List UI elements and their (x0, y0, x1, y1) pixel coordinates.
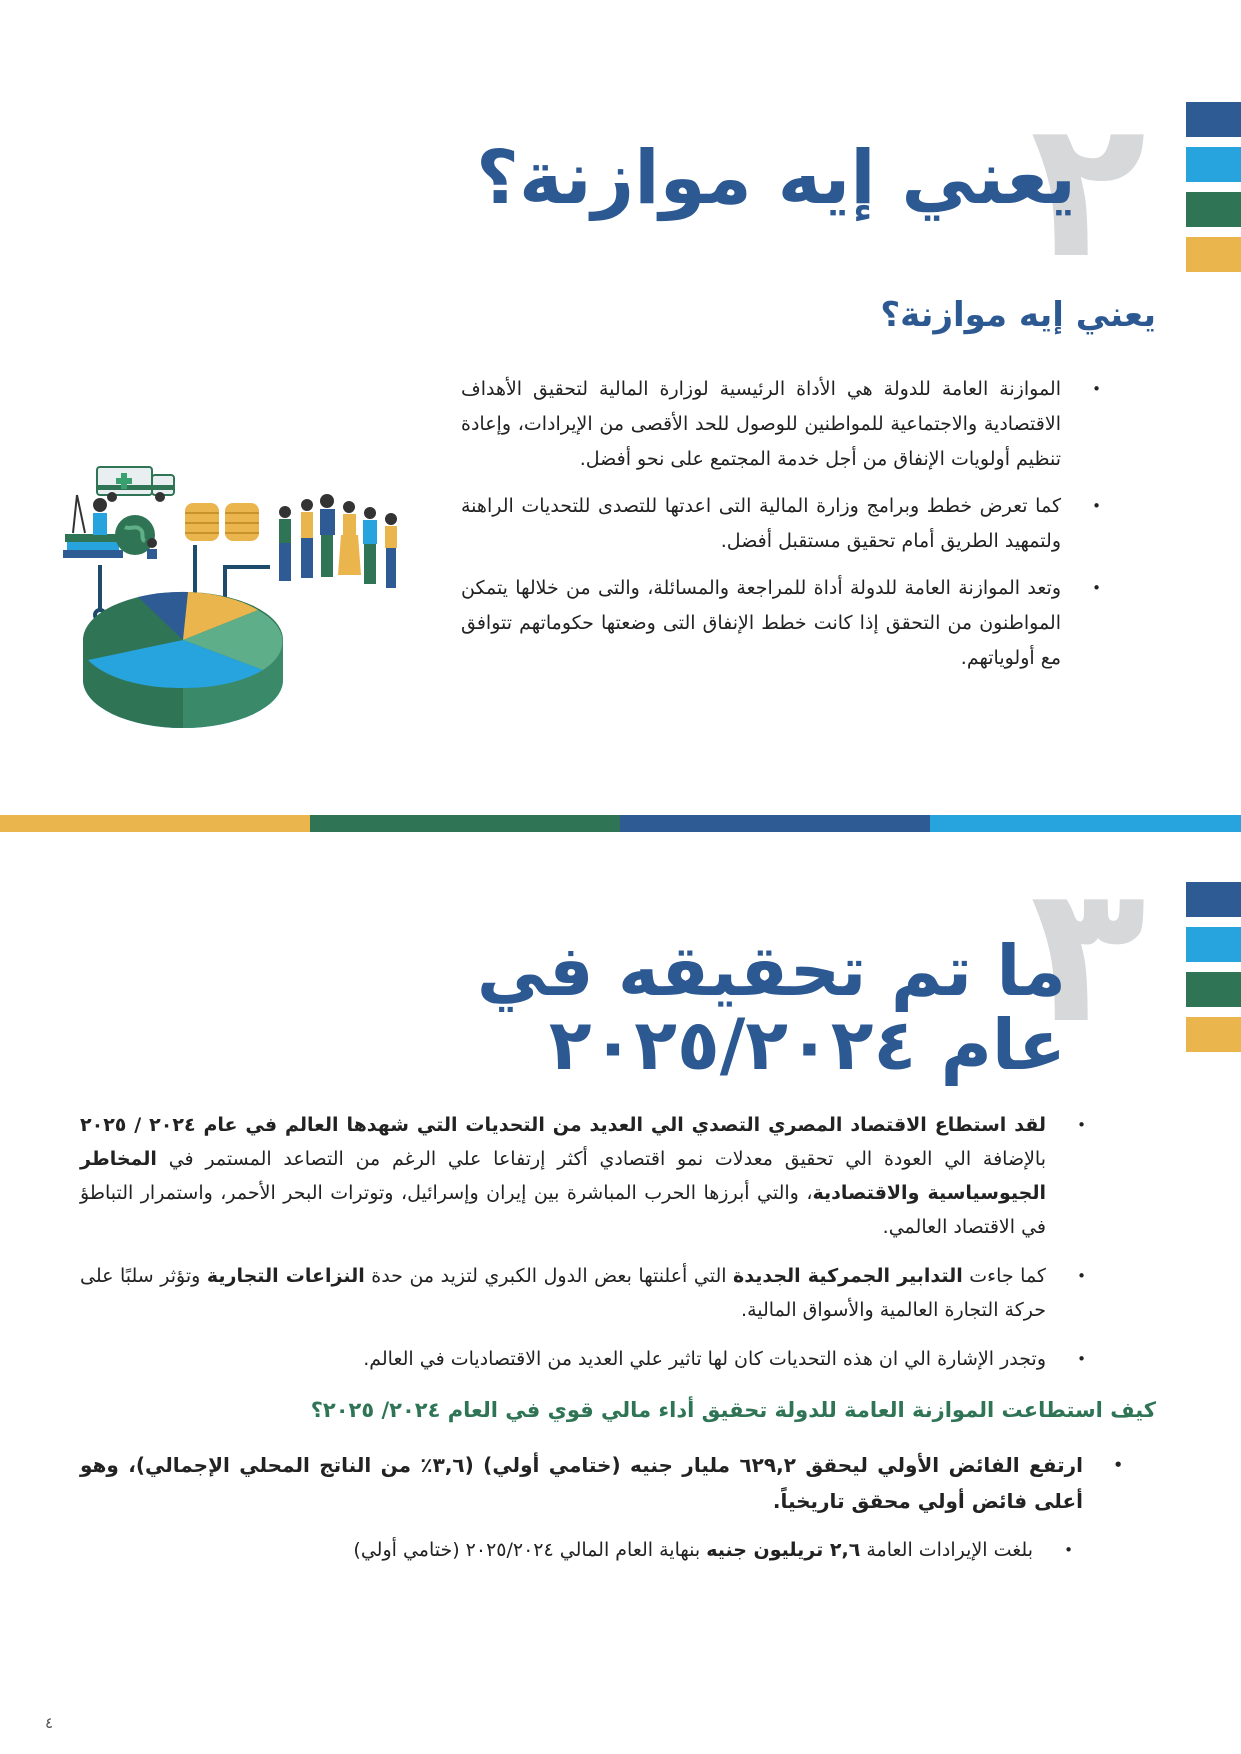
page-number: ٤ (45, 1714, 54, 1732)
divider-stripe-gold (0, 815, 310, 832)
section1-title: يعني إيه موازنة؟ (476, 135, 1076, 221)
section-number-3: ٣ (1030, 844, 1146, 1065)
color-swatch-navy-2 (1186, 882, 1241, 917)
color-swatch-gold-2 (1186, 1017, 1241, 1052)
color-swatch-gold (1186, 237, 1241, 272)
divider-stripe-sky (930, 815, 1241, 832)
revenue-bullets (113, 1533, 1073, 1582)
color-swatch-green-2 (1186, 972, 1241, 1007)
bullet-accountability: • وتعد الموازنة العامة للدولة أداة للمراجعة والمسائلة، والتى من خلالها يتمكن المواطنون من التحقق إذا كانت خطط الإنفاق التى وضعتها حكوماتهم تتوافق مع أولوياتهم. (461, 571, 1101, 676)
section1-subtitle: يعني إيه موازنة؟ (880, 295, 1156, 335)
color-swatch-sky-2 (1186, 927, 1241, 962)
bullet-impact: • وتجدر الإشارة الي ان هذه التحديات كان لها تاثير علي العديد من الاقتصاديات في العالم. (80, 1342, 1086, 1376)
bullet-budget-definition: • الموازنة العامة للدولة هي الأداة الرئيسية لوزارة المالية لتحقيق الأهداف الاقتصادية والاجتماعية للمواطنين للوصول للحد الأقصى من الإيرادات، وإعادة تنظيم أولويات الإنفاق من أجل خدمة المجتمع على نحو أفضل. (461, 372, 1101, 477)
bullet-economy: • لقد استطاع الاقتصاد المصري التصدي الي العديد من التحديات التي شهدها العالم في عام ٢٠٢٤ / ٢٠٢٥ بالإضافة الي العودة الي تحقيق معدلات نمو اقتصادي أكثر إرتفاعا علي الرغم من التصاعد المستمر في المخاطر الجيوسياسية والاقتصادية، والتي أبرزها الحرب المباشرة بين إيران وإسرائيل، وتوترات البحر الأحمر، واستمرار التباطؤ في الاقتصاد العالمي. (80, 1108, 1086, 1244)
performance-question: كيف استطاعت الموازنة العامة للدولة تحقيق أداء مالي قوي في العام ٢٠٢٤/ ٢٠٢٥؟ (310, 1398, 1156, 1422)
results-bullets (80, 1447, 1123, 1534)
bullet-revenues: • بلغت الإيرادات العامة ٢,٦ تريليون جنيه بنهاية العام المالي ٢٠٢٥/٢٠٢٤ (ختامي أولي) (113, 1533, 1073, 1567)
bullet-plans: • كما تعرض خطط وبرامج وزارة المالية التى اعدتها للتصدى للتحديات الراهنة ولتمهيد الطريق أمام تحقيق مستقبل أفضل. (461, 489, 1101, 559)
bullet-tariffs: • كما جاءت التدابير الجمركية الجديدة التي أعلنتها بعض الدول الكبري لتزيد من حدة النزاعات التجارية وتؤثر سلبًا على حركة التجارة العالمية والأسواق المالية. (80, 1259, 1086, 1327)
divider-stripe-green (310, 815, 620, 832)
section2-bullets (80, 1108, 1086, 1391)
budget-illustration (55, 455, 465, 795)
divider-stripe-navy (620, 815, 930, 832)
section1-bullets (461, 372, 1101, 688)
section2-title-line2: عام ٢٠٢٥/٢٠٢٤ (548, 1003, 1066, 1086)
color-swatch-green (1186, 192, 1241, 227)
color-swatch-navy (1186, 102, 1241, 137)
section2-title-line1: ما تم تحقيقه في (476, 930, 1066, 1012)
section-number-2: ٢ (1030, 79, 1146, 300)
ambulance-icon (97, 467, 174, 502)
pie-chart-icon (83, 592, 283, 728)
bullet-primary-surplus: • ارتفع الفائض الأولي ليحقق ٦٢٩,٢ مليار جنيه (ختامي أولي) (٣,٦٪ من الناتج المحلي الإجمالي)، وهو أعلى فائض أولي محقق تاريخياً. (80, 1447, 1123, 1519)
education-icon (63, 495, 157, 559)
citizens-icon (279, 494, 397, 588)
coins-icon (185, 503, 259, 541)
color-swatch-sky (1186, 147, 1241, 182)
section2-title (476, 930, 1066, 1086)
